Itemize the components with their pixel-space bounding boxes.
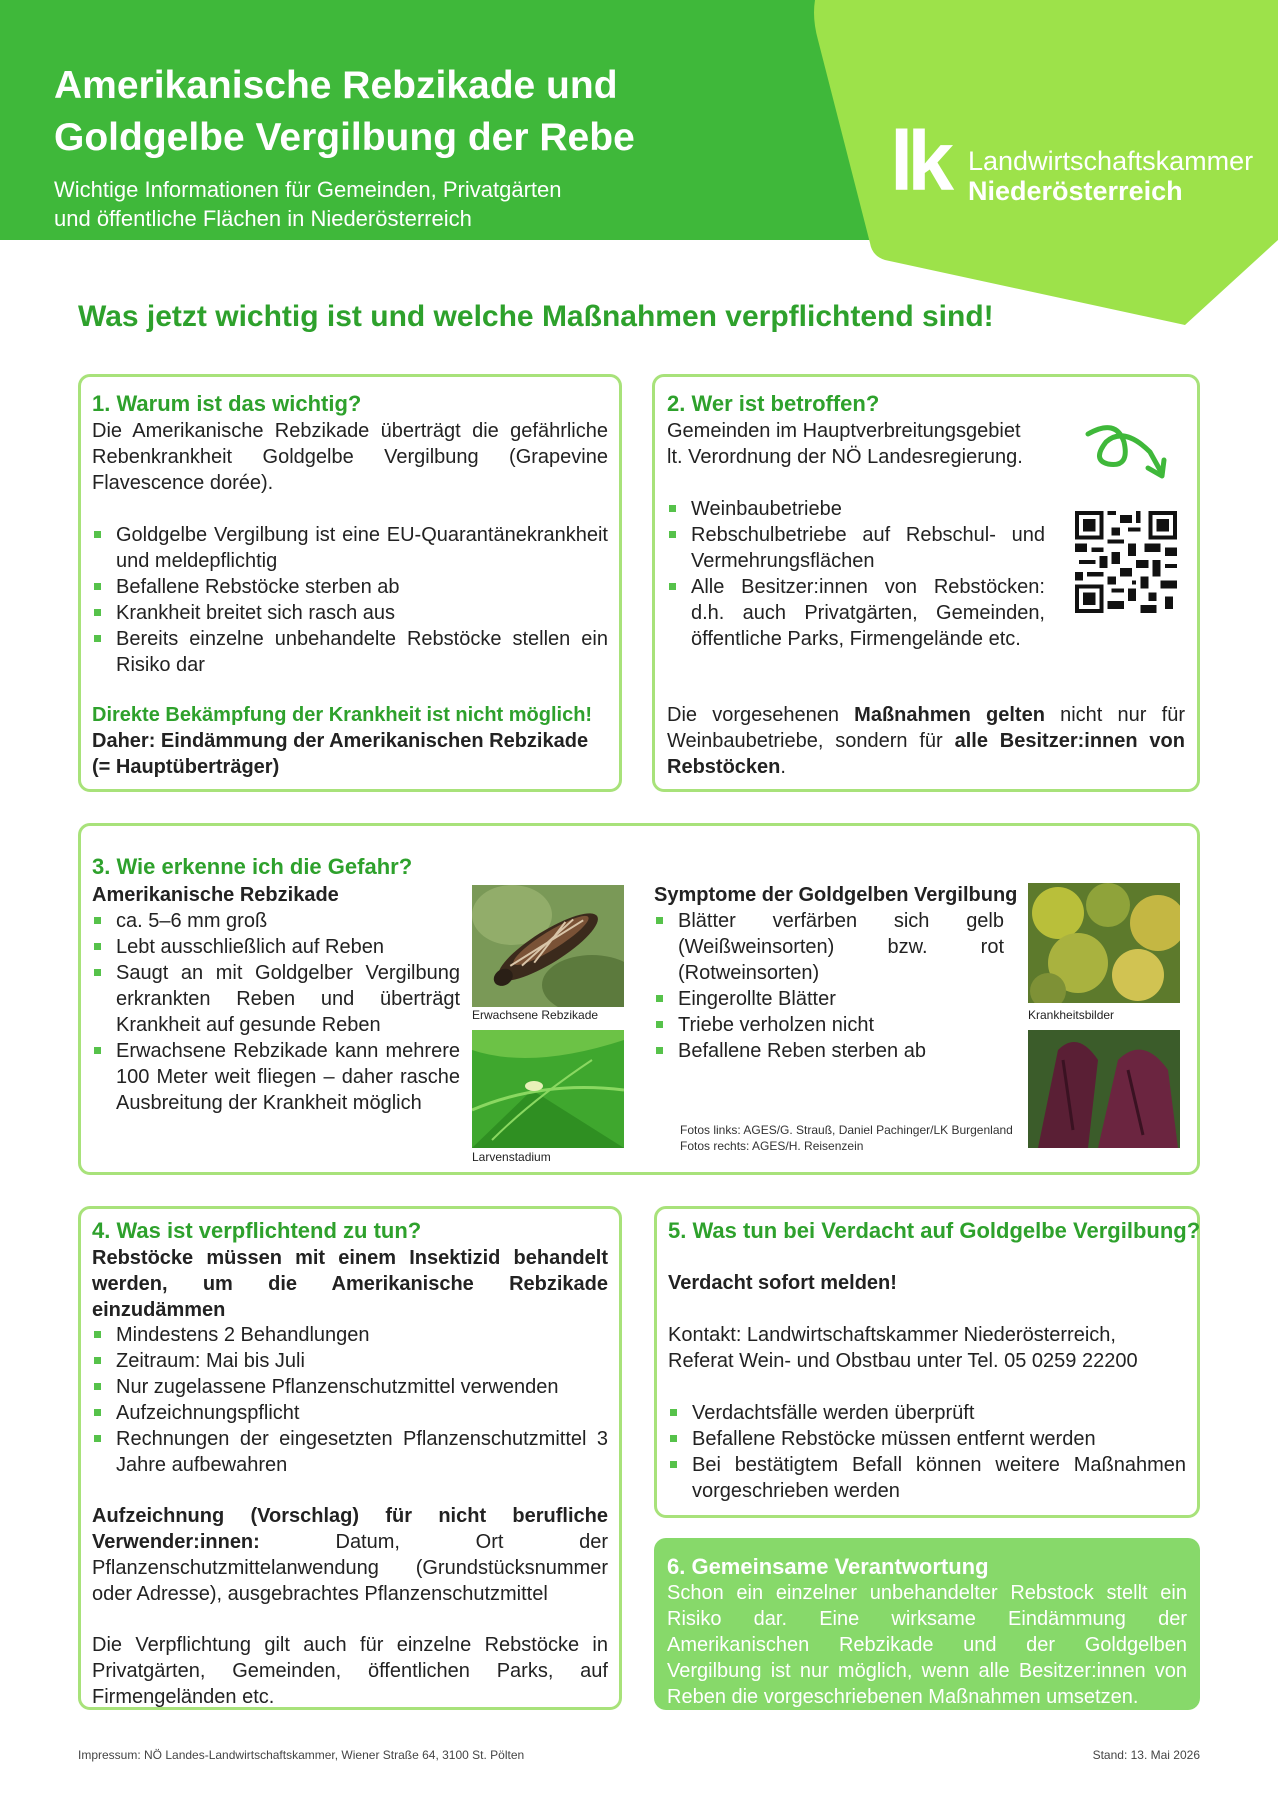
section-6-title: 6. Gemeinsame Verantwortung [667, 1554, 989, 1579]
subtitle-line-1: Wichtige Informationen für Gemeinden, Privatgärten [54, 177, 562, 202]
header-banner [0, 0, 1278, 240]
list-item: Bei bestätigtem Befall können weitere Maßnahmen vorgeschrieben werden [668, 1452, 1186, 1504]
section-1-highlight: Direkte Bekämpfung der Krankheit ist nicht möglich! [92, 704, 593, 726]
list-item: Erwachsene Rebzikade kann mehrere 100 Meter weit fliegen – daher rasche Ausbreitung der Krankheit möglich [92, 1038, 460, 1116]
credit-line-1: Fotos links: AGES/G. Strauß, Daniel Pachinger/LK Burgenland [680, 1123, 1013, 1137]
contact-line-1: Kontakt: Landwirtschaftskammer Niederösterreich, [668, 1324, 1116, 1346]
subtitle-line-2: und öffentliche Flächen in Niederösterreich [54, 206, 472, 231]
main-heading: Was jetzt wichtig ist und welche Maßnahmen verpflichtend sind! [78, 300, 994, 333]
list-item: Blätter verfärben sich gelb (Weißweinsorten) bzw. rot (Rotweinsorten) [654, 908, 1004, 986]
lk-logo [890, 114, 1254, 208]
section-3-title: 3. Wie erkenne ich die Gefahr? [92, 854, 413, 879]
list-item: Rechnungen der eingesetzten Pflanzenschutzmittel 3 Jahre aufbewahren [92, 1426, 608, 1478]
caption-larva: Larvenstadium [472, 1150, 551, 1164]
section-4-closing: Die Verpflichtung gilt auch für einzelne Rebstöcke in Privatgärten, Gemeinden, öffentlichen Parks, auf Firmengeländen etc. [92, 1634, 608, 1708]
logo-mark: lk [890, 114, 949, 208]
credit-line-2: Fotos rechts: AGES/H. Reisenzein [680, 1139, 864, 1153]
list-item: Befallene Rebstöcke sterben ab [92, 574, 608, 600]
note-emphasis: Maßnahmen gelten [854, 704, 1045, 726]
section-5-lead: Verdacht sofort melden! [668, 1272, 897, 1294]
list-item: Bereits einzelne unbehandelte Rebstöcke stellen ein Risiko dar [92, 626, 608, 678]
section-5-title: 5. Was tun bei Verdacht auf Goldgelbe Vergilbung? [668, 1218, 1201, 1243]
section-2-title: 2. Wer ist betroffen? [667, 391, 880, 416]
photo-yellow-leaves [1028, 883, 1180, 1003]
section-2-bullets [667, 496, 1045, 652]
list-item: Mindestens 2 Behandlungen [92, 1322, 608, 1348]
section-2-note [667, 702, 1185, 780]
section-6-text: Schon ein einzelner unbehandelter Rebstock stellt ein Risiko dar. Eine wirksame Eindämmung der Amerikanischen Rebzikade und der Goldgelben Vergilbung ist nur möglich, wenn alle Besitzer:innen von Reben die vorgeschriebenen Maßnahmen umsetzen. [667, 1582, 1187, 1708]
logo-text-line-2: Niederösterreich [968, 176, 1183, 206]
contact-line-2: Referat Wein- und Obstbau unter Tel. 05 0259 22200 [668, 1350, 1138, 1372]
photo-credits [680, 1122, 1013, 1154]
list-item: Eingerollte Blätter [654, 986, 1004, 1012]
logo-text-line-1: Landwirtschaftskammer [968, 146, 1254, 176]
note-text: . [780, 756, 786, 778]
list-item: Rebschulbetriebe auf Rebschul- und Vermehrungsflächen [667, 522, 1045, 574]
list-item: Aufzeichnungspflicht [92, 1400, 608, 1426]
note-text: Die vorgesehenen [667, 704, 855, 726]
list-item: Lebt ausschließlich auf Reben [92, 934, 460, 960]
list-item: Befallene Reben sterben ab [654, 1038, 1004, 1064]
page-subtitle [54, 175, 561, 233]
photo-larva [472, 1030, 624, 1148]
section-4-record [92, 1503, 608, 1607]
footer-imprint: Impressum: NÖ Landes-Landwirtschaftskammer, Wiener Straße 64, 3100 St. Pölten [78, 1748, 525, 1762]
section-3-right-bullets [654, 908, 1004, 1064]
section-4-title: 4. Was ist verpflichtend zu tun? [92, 1218, 422, 1243]
section-4-lead: Rebstöcke müssen mit einem Insektizid behandelt werden, um die Amerikanische Rebzikade einzudämmen [92, 1247, 608, 1321]
curved-arrow-icon [1080, 418, 1170, 492]
record-text: Datum, Ort der Pflanzenschutzmittelanwendung (Grundstücksnummer oder Adresse), ausgebrachtes Pflanzenschutzmittel [92, 1531, 608, 1605]
caption-disease: Krankheitsbilder [1028, 1008, 1115, 1022]
section-1-title: 1. Warum ist das wichtig? [92, 391, 362, 416]
section-2-intro [667, 418, 1023, 470]
intro-line-1: Gemeinden im Hauptverbreitungsgebiet [667, 420, 1021, 442]
record-label: Aufzeichnung (Vorschlag) für nicht berufliche Verwender:innen: [92, 1505, 608, 1553]
section-1-bullets [92, 522, 608, 678]
list-item: Alle Besitzer:innen von Rebstöcken: d.h. auch Privatgärten, Gemeinden, öffentliche Parks, Firmengelände etc. [667, 574, 1045, 652]
section-1-conclusion [92, 728, 588, 780]
list-item: Triebe verholzen nicht [654, 1012, 1004, 1038]
page-title [54, 60, 635, 164]
note-emphasis: alle Besitzer:innen von Rebstöcken [667, 730, 1185, 778]
caption-adult: Erwachsene Rebzikade [472, 1008, 599, 1022]
title-line-1: Amerikanische Rebzikade und [54, 64, 618, 107]
list-item: Krankheit breitet sich rasch aus [92, 600, 608, 626]
section-3-left-subtitle: Amerikanische Rebzikade [92, 884, 339, 906]
list-item: Saugt an mit Goldgelber Vergilbung erkrankten Reben und überträgt Krankheit auf gesunde Reben [92, 960, 460, 1038]
photo-adult-leafhopper [472, 885, 624, 1007]
list-item: ca. 5–6 mm groß [92, 908, 460, 934]
photo-red-leaves [1028, 1030, 1180, 1148]
intro-line-2: lt. Verordnung der NÖ Landesregierung. [667, 446, 1023, 468]
conclusion-line-2: (= Hauptüberträger) [92, 756, 280, 778]
qr-code-icon[interactable] [1075, 511, 1177, 613]
list-item: Goldgelbe Vergilbung ist eine EU-Quarantänekrankheit und meldepflichtig [92, 522, 608, 574]
list-item: Befallene Rebstöcke müssen entfernt werden [668, 1426, 1186, 1452]
list-item: Verdachtsfälle werden überprüft [668, 1400, 1186, 1426]
list-item: Weinbaubetriebe [667, 496, 1045, 522]
section-3-left-bullets [92, 908, 460, 1116]
section-5-bullets [668, 1400, 1186, 1504]
section-5-contact [668, 1322, 1138, 1374]
title-line-2: Goldgelbe Vergilbung der Rebe [54, 116, 635, 159]
list-item: Nur zugelassene Pflanzenschutzmittel verwenden [92, 1374, 608, 1400]
list-item: Zeitraum: Mai bis Juli [92, 1348, 608, 1374]
section-1-intro: Die Amerikanische Rebzikade überträgt die gefährliche Rebenkrankheit Goldgelbe Vergilbung (Grapevine Flavescence dorée). [92, 420, 608, 494]
conclusion-line-1: Daher: Eindämmung der Amerikanischen Rebzikade [92, 730, 589, 752]
footer-date: Stand: 13. Mai 2026 [1092, 1748, 1200, 1762]
note-text: nicht nur für Weinbaubetriebe, sondern für [667, 704, 1185, 752]
section-4-bullets [92, 1322, 608, 1478]
section-3-right-subtitle: Symptome der Goldgelben Vergilbung [654, 884, 1018, 906]
